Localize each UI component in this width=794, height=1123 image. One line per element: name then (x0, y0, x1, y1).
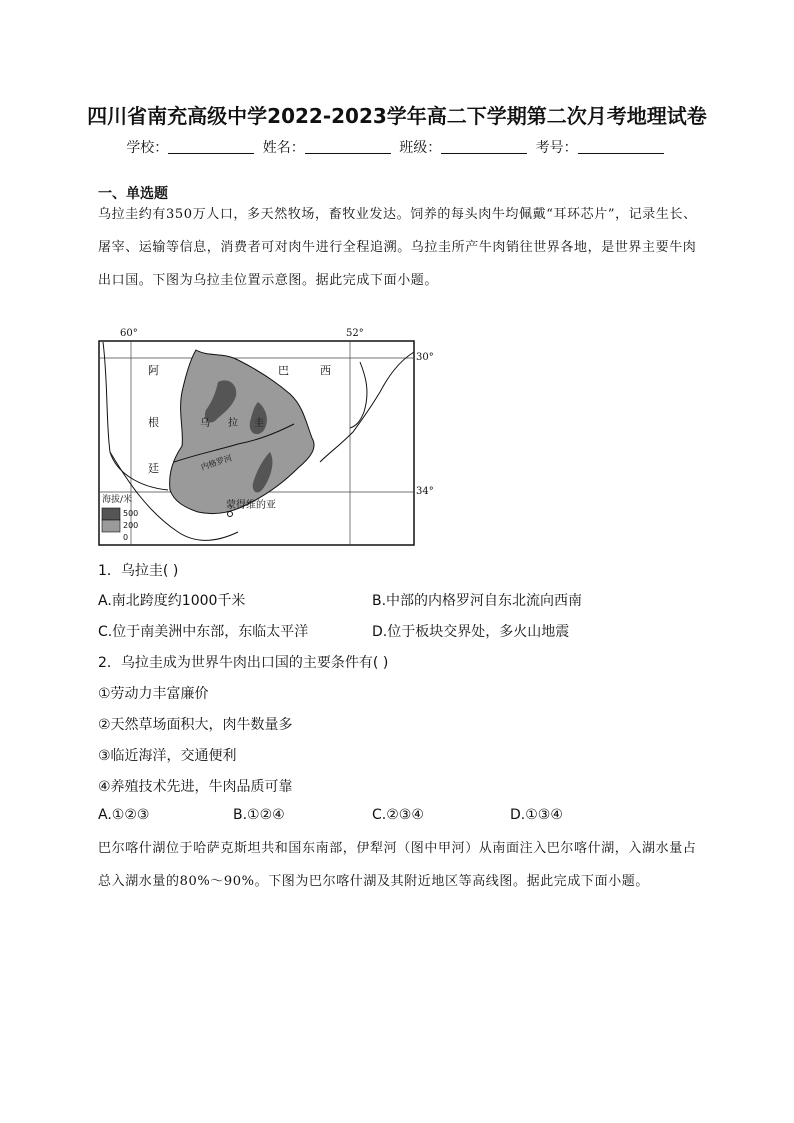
lat-label-30: 30° (416, 352, 434, 363)
legend-title: 海拔/米 (102, 495, 133, 505)
q2-option-a[interactable]: A.①②③ (98, 807, 150, 823)
legend-swatch-mid (102, 520, 120, 532)
passage-balkhash: 巴尔喀什湖位于哈萨克斯坦共和国东南部，伊犁河（图中甲河）从南面注入巴尔喀什湖，入湖水量占总入湖水量的80%～90%。下图为巴尔喀什湖及其附近地区等高线图。据此完成下面小题。 (98, 841, 697, 889)
legend-200: 200 (123, 521, 139, 530)
q2-item-2: ②天然草场面积大，肉牛数量多 (98, 717, 293, 733)
legend-0: 0 (123, 533, 129, 542)
label-uruguay-3: 圭 (254, 418, 264, 429)
q1-option-c[interactable]: C.位于南美洲中东部，东临太平洋 (98, 624, 309, 640)
label-uruguay-1: 乌 (200, 418, 210, 429)
label-uruguay-2: 拉 (228, 418, 238, 429)
number-label: 考号： (535, 140, 578, 156)
label-capital: 蒙得维的亚 (226, 500, 276, 511)
q1-option-a[interactable]: A.南北跨度约1000千米 (98, 593, 246, 609)
exam-title: 四川省南充高级中学2022-2023学年高二下学期第二次月考地理试卷 (87, 104, 707, 128)
q1-option-b[interactable]: B.中部的内格罗河自东北流向西南 (372, 593, 583, 609)
lat-label-34: 34° (416, 486, 434, 497)
label-brazil-1: 巴 (278, 364, 289, 377)
uruguay-map (98, 322, 434, 550)
q2-item-1: ①劳动力丰富廉价 (98, 686, 209, 702)
label-brazil-2: 西 (320, 364, 331, 377)
q1-stem: 1．乌拉圭( ) (98, 563, 179, 579)
label-argentina-2: 根 (148, 416, 159, 429)
q2-option-b[interactable]: B.①②④ (233, 807, 285, 823)
school-label: 学校： (126, 140, 169, 156)
label-negro-river: 内格罗河 (199, 453, 234, 472)
class-blank[interactable] (441, 139, 527, 154)
name-blank[interactable] (305, 139, 391, 154)
number-blank[interactable] (578, 139, 664, 154)
q1-option-d[interactable]: D.位于板块交界处，多火山地震 (372, 624, 570, 640)
label-argentina-3: 廷 (148, 462, 159, 475)
q2-option-c[interactable]: C.②③④ (372, 807, 424, 823)
section-heading: 一、单选题 (98, 186, 168, 202)
class-label: 班级： (399, 140, 442, 156)
school-blank[interactable] (168, 139, 254, 154)
capital-marker (228, 512, 233, 517)
name-label: 姓名： (262, 140, 305, 156)
passage-uruguay: 乌拉圭约有350万人口，多天然牧场，畜牧业发达。饲养的每头肉牛均佩戴“耳环芯片”，记录生长、屠宰、运输等信息，消费者可对肉牛进行全程追溯。乌拉圭所产牛肉销往世界各地，是世界主要牛肉出口国。下图为乌拉圭位置示意图。据此完成下面小题。 (98, 207, 697, 288)
legend-swatch-high (102, 508, 120, 520)
q2-option-d[interactable]: D.①③④ (510, 807, 563, 823)
q2-item-3: ③临近海洋，交通便利 (98, 748, 237, 764)
student-info-line (0, 137, 794, 157)
q2-item-4: ④养殖技术先进，牛肉品质可靠 (98, 779, 293, 795)
label-argentina-1: 阿 (148, 364, 159, 377)
legend-500: 500 (123, 509, 139, 518)
q2-stem: 2．乌拉圭成为世界牛肉出口国的主要条件有( ) (98, 655, 389, 671)
lon-label-60: 60° (120, 328, 138, 339)
lon-label-52: 52° (346, 328, 364, 339)
